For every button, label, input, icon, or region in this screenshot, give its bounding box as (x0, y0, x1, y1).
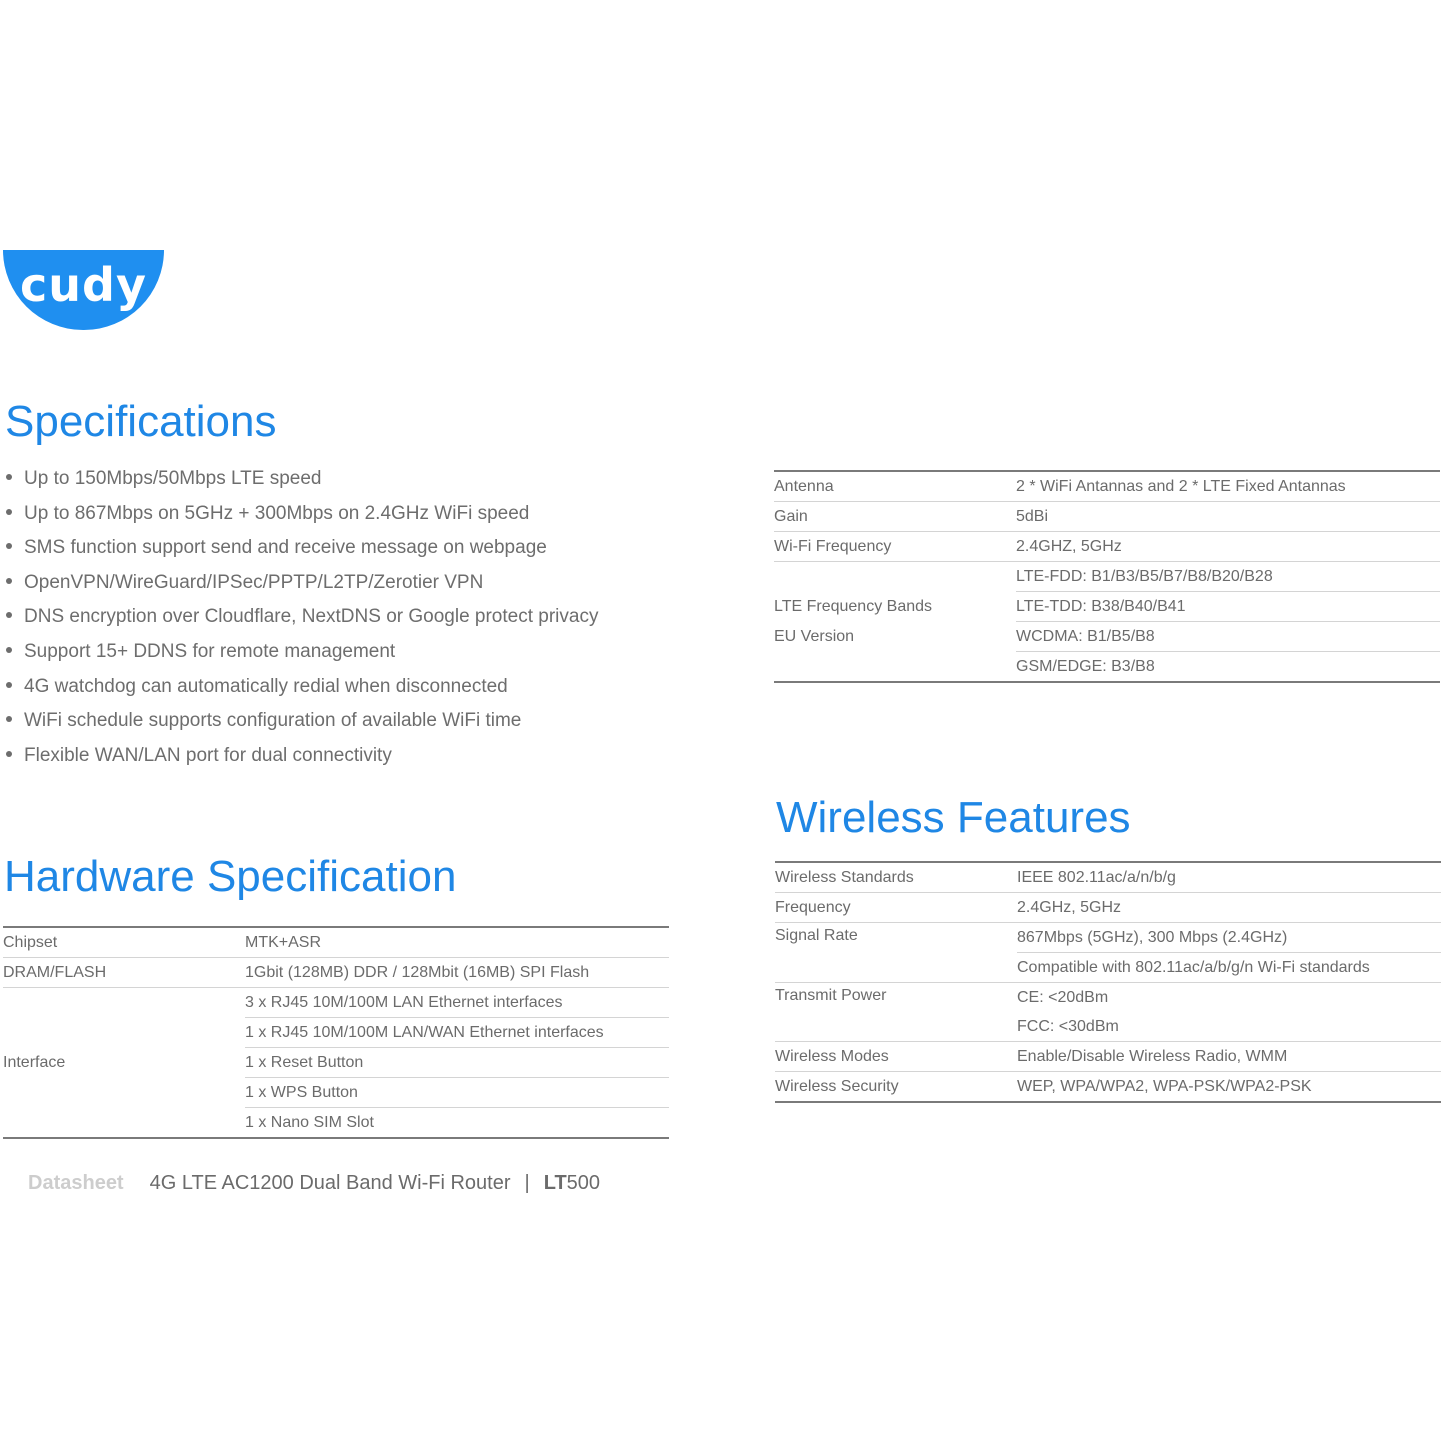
antenna-label: Antenna (774, 471, 1016, 502)
table-row (3, 988, 669, 1018)
gain-value: 5dBi (1016, 502, 1440, 532)
signal-rate-value: Compatible with 802.11ac/a/b/g/n Wi-Fi standards (1017, 953, 1441, 983)
table-row (775, 1042, 1441, 1072)
signal-rate-label: Signal Rate (775, 923, 1017, 983)
security-value: WEP, WPA/WPA2, WPA-PSK/WPA2-PSK (1017, 1072, 1441, 1103)
interface-value: 1 x WPS Button (245, 1078, 669, 1108)
bullet-icon (6, 509, 12, 515)
table-row (3, 927, 669, 958)
footer-model-prefix: LT (543, 1172, 567, 1194)
transmit-power-label: Transmit Power (775, 983, 1017, 1042)
footer (28, 1172, 600, 1195)
list-item: WiFi schedule supports configuration of available WiFi time (6, 704, 598, 739)
interface-value: 3 x RJ45 10M/100M LAN Ethernet interfaces (245, 988, 669, 1018)
dram-label: DRAM/FLASH (3, 958, 245, 988)
table-row (775, 862, 1441, 893)
antenna-value: 2 * WiFi Antannas and 2 * LTE Fixed Antannas (1016, 471, 1440, 502)
list-item: 4G watchdog can automatically redial when disconnected (6, 670, 598, 705)
list-item: Up to 867Mbps on 5GHz + 300Mbps on 2.4GHz WiFi speed (6, 497, 598, 532)
table-row (774, 562, 1440, 592)
radio-table (774, 470, 1440, 683)
table-row (774, 532, 1440, 562)
bullet-icon (6, 647, 12, 653)
lte-band-value: WCDMA: B1/B5/B8 (1016, 622, 1440, 652)
wireless-table (775, 861, 1441, 1103)
transmit-power-value: FCC: <30dBm (1017, 1012, 1441, 1042)
interface-value: 1 x RJ45 10M/100M LAN/WAN Ethernet interfaces (245, 1018, 669, 1048)
table-row (774, 502, 1440, 532)
footer-separator: | (524, 1172, 530, 1194)
table-row (775, 983, 1441, 1013)
chipset-label: Chipset (3, 927, 245, 958)
list-item: DNS encryption over Cloudflare, NextDNS or Google protect privacy (6, 600, 598, 635)
modes-label: Wireless Modes (775, 1042, 1017, 1072)
lte-bands-label: LTE Frequency Bands (774, 597, 933, 615)
wireless-title: Wireless Features (776, 793, 1131, 842)
eu-version-label: EU Version (774, 627, 855, 645)
interface-label: Interface (3, 988, 245, 1139)
table-row (774, 652, 1440, 683)
lte-band-value: GSM/EDGE: B3/B8 (1016, 652, 1440, 683)
modes-value: Enable/Disable Wireless Radio, WMM (1017, 1042, 1441, 1072)
interface-value: 1 x Nano SIM Slot (245, 1108, 669, 1139)
bullet-icon (6, 716, 12, 722)
table-row (775, 923, 1441, 953)
list-item: Support 15+ DDNS for remote management (6, 635, 598, 670)
bullet-icon (6, 474, 12, 480)
list-item: SMS function support send and receive message on webpage (6, 531, 598, 566)
table-row (3, 958, 669, 988)
lte-band-value: LTE-TDD: B38/B40/B41 (1016, 592, 1440, 622)
hardware-table (3, 926, 669, 1139)
hardware-title: Hardware Specification (4, 852, 457, 901)
bullet-icon (6, 578, 12, 584)
bullet-icon (6, 543, 12, 549)
security-label: Wireless Security (775, 1072, 1017, 1103)
wifi-frequency-value: 2.4GHZ, 5GHz (1016, 532, 1440, 562)
wifi-frequency-label: Wi-Fi Frequency (774, 532, 1016, 562)
transmit-power-value: CE: <20dBm (1017, 988, 1109, 1006)
bullet-icon (6, 682, 12, 688)
dram-value: 1Gbit (128MB) DDR / 128Mbit (16MB) SPI Flash (245, 958, 669, 988)
list-item: Up to 150Mbps/50Mbps LTE speed (6, 462, 598, 497)
table-row (775, 893, 1441, 923)
brand-logo (3, 250, 164, 330)
standards-value: IEEE 802.11ac/a/n/b/g (1017, 862, 1441, 893)
signal-rate-value: 867Mbps (5GHz), 300 Mbps (2.4GHz) (1017, 923, 1441, 953)
footer-model-number: 500 (566, 1172, 601, 1194)
frequency-label: Frequency (775, 893, 1017, 923)
interface-value: 1 x Reset Button (245, 1048, 669, 1078)
frequency-value: 2.4GHz, 5GHz (1017, 893, 1441, 923)
standards-label: Wireless Standards (775, 862, 1017, 893)
gain-label: Gain (774, 502, 1016, 532)
specifications-list (6, 462, 598, 773)
table-row (774, 592, 1440, 622)
table-row (774, 471, 1440, 502)
chipset-value: MTK+ASR (245, 927, 669, 958)
bullet-icon (6, 612, 12, 618)
specifications-title: Specifications (5, 397, 277, 446)
table-row (775, 1072, 1441, 1103)
lte-band-value: LTE-FDD: B1/B3/B5/B7/B8/B20/B28 (1016, 562, 1440, 592)
list-item: OpenVPN/WireGuard/IPSec/PPTP/L2TP/Zerotier VPN (6, 566, 598, 601)
brand-logo-text: cudy (20, 258, 147, 312)
list-item: Flexible WAN/LAN port for dual connectivity (6, 739, 598, 774)
bullet-icon (6, 751, 12, 757)
table-row (774, 622, 1440, 652)
footer-datasheet: Datasheet (28, 1172, 124, 1194)
footer-product: 4G LTE AC1200 Dual Band Wi-Fi Router (149, 1172, 511, 1194)
